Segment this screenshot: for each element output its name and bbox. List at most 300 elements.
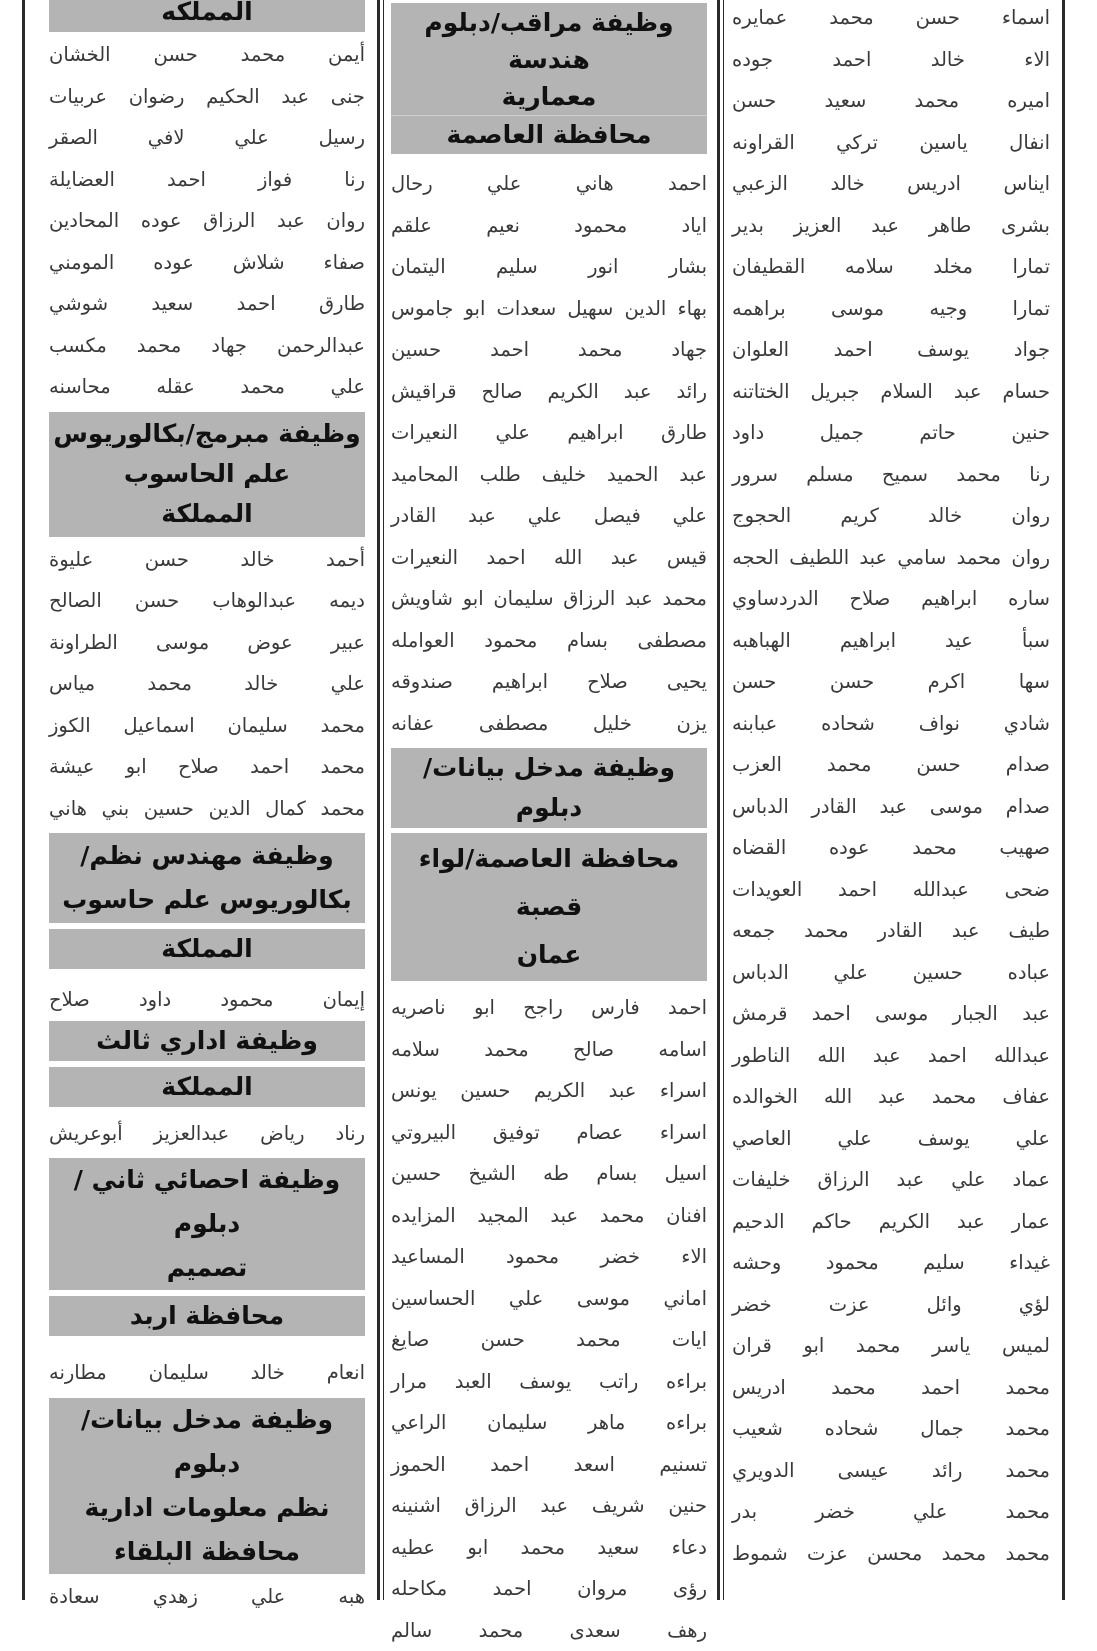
name-row [732,1118,1050,1160]
name-part: جهاد [211,325,247,367]
name-part: جنى [331,76,365,118]
name-part: صدام [1006,786,1050,828]
name-part: الرزاق [203,200,255,242]
name-row [391,1361,707,1403]
name-part: سعدات [497,288,557,330]
name-part: محمد [915,80,960,122]
name-part: اسماء [1002,0,1050,39]
name-part: شموط [732,1533,788,1575]
name-part: حسن [732,80,776,122]
name-row [732,537,1050,579]
name-part: اسراء [660,1112,707,1154]
name-part: احمد [237,283,276,325]
name-part: العضايلة [49,159,115,201]
name-part: محمد [827,744,872,786]
name-part: شاويش [391,578,453,620]
name-part: ساره [1008,578,1050,620]
section-header [49,1158,365,1290]
name-part: محمد [484,1029,529,1071]
name-row [391,1444,707,1486]
name-part: صايغ [391,1319,429,1361]
name-row [391,288,707,330]
name-part: عمايره [732,0,787,39]
name-row [49,283,365,325]
name-part: خضر [732,1284,772,1326]
name-part: كمال [265,788,306,830]
header-line: المملكة [49,929,365,969]
name-part: النعيرات [391,412,458,454]
name-part: الرزاق [465,1485,517,1527]
name-part: محمد [942,1533,987,1575]
name-part: مصطفى [479,703,548,745]
name-part: لافي [148,117,185,159]
name-part: علي [834,952,868,994]
name-part: عزت [807,1533,848,1575]
name-row [732,205,1050,247]
name-part: توفيق [493,1112,540,1154]
name-part: خضر [815,1491,855,1533]
name-part: الحجوج [732,495,791,537]
name-row [732,703,1050,745]
name-row [732,1491,1050,1533]
name-part: الله [554,537,582,579]
name-part: كريم [840,495,878,537]
name-part: المومني [49,242,114,284]
name-part: خليف [542,454,587,496]
section-header [49,1398,365,1574]
name-part: المزايده [391,1195,456,1237]
name-row [732,1367,1050,1409]
name-part: يوسف [917,329,969,371]
name-part: محمد [956,454,1001,496]
name-row [732,1201,1050,1243]
name-row [732,620,1050,662]
section-header [49,833,365,923]
name-part: راتب [599,1361,638,1403]
name-part: موسى [930,786,983,828]
name-part: محمد [240,366,285,408]
name-part: ياسين [919,122,967,164]
name-part: قراقيش [391,371,457,413]
name-part: جميل [820,412,864,454]
name-part: سليمان [227,705,287,747]
name-part: حسين [391,1153,441,1195]
name-part: محمد [600,1195,645,1237]
name-part: رائد [677,371,708,413]
name-part: اليتمان [391,246,446,288]
name-row [49,117,365,159]
section-header [49,1296,365,1336]
name-row [732,1408,1050,1450]
header-line: محافظة العاصمة/لواء قصبة [391,835,707,931]
name-part: صلاح [178,746,219,788]
name-part: اسماعيل [123,705,194,747]
name-part: عبدالله [994,1035,1050,1077]
name-part: محمد [137,325,182,367]
name-row [732,122,1050,164]
name-part: لؤي [1019,1284,1050,1326]
name-part: حسن [145,539,189,581]
name-part: رناد [336,1113,365,1155]
name-part: عبد [540,1485,568,1527]
name-part: مكاحله [391,1568,447,1610]
name-part: الله [824,1076,852,1118]
name-part: قيس [667,537,707,579]
name-part: البيروتي [391,1112,456,1154]
name-part: اسعد [574,1444,615,1486]
name-row [391,246,707,288]
name-part: علي [673,495,707,537]
name-row [49,325,365,367]
name-part: محمد [1005,1367,1050,1409]
name-part: الدويري [732,1450,794,1492]
name-part: عليوة [49,539,93,581]
name-part: سبأ [1022,620,1050,662]
name-part: القادر [811,786,856,828]
name-part: ناصريه [391,987,446,1029]
name-part: احمد [921,1367,960,1409]
name-part: الدحيم [732,1201,785,1243]
name-part: هبه [338,1576,365,1618]
name-part: محمد [1005,1491,1050,1533]
name-part: محمد [1005,1408,1050,1450]
name-part: حسين [144,788,194,830]
name-row [732,993,1050,1035]
name-list [49,1113,365,1155]
name-row [391,1278,707,1320]
section-header [49,0,365,32]
name-part: نواف [919,703,960,745]
name-part: موسى [156,622,209,664]
name-part: انفال [1009,122,1050,164]
name-part: عبد [879,786,907,828]
name-row [49,746,365,788]
name-row [391,661,707,703]
name-list [49,979,365,1021]
name-part: حاكم [811,1201,851,1243]
name-part: الصقر [49,117,98,159]
name-part: عبد [873,1035,901,1077]
name-part: اشنينه [391,1485,441,1527]
name-part: عبد [611,537,639,579]
name-part: وحشه [732,1242,781,1284]
name-part: فواز [258,159,292,201]
name-part: اياد [682,205,707,247]
name-part: روان [1011,495,1050,537]
name-part: تمارا [1013,246,1050,288]
name-part: محمد [856,1325,901,1367]
name-part: عصام [577,1112,624,1154]
name-part: محمد [957,537,1002,579]
name-row [732,1450,1050,1492]
name-part: السلام [880,371,932,413]
name-part: الحموز [391,1444,446,1486]
name-part: يوسف [519,1361,571,1403]
name-part: شريف [592,1485,645,1527]
name-part: صالح [573,1029,614,1071]
name-part: فارس [591,987,639,1029]
name-part: علي [331,366,365,408]
name-part: العوامله [391,620,455,662]
name-part: محمد [932,1076,977,1118]
name-row [732,952,1050,994]
name-part: إيمان [323,979,365,1021]
name-row [391,1070,707,1112]
name-part: محمد [320,705,365,747]
name-part: اكرم [928,661,966,703]
name-list [49,539,365,830]
name-part: الصالح [49,580,102,622]
header-line: وظيفة مبرمج/بكالوريوس [49,414,365,454]
name-row [391,412,707,454]
name-part: احمد [167,159,206,201]
name-part: الدين [624,288,666,330]
column-rule [717,0,720,1600]
name-row [391,1610,707,1651]
name-part: رهف [667,1610,707,1651]
name-part: طارق [319,283,365,325]
name-part: هاني [49,788,87,830]
header-line: محافظة البلقاء [49,1530,365,1574]
name-part: مياس [49,663,95,705]
name-row [732,827,1050,869]
name-part: ياسر [932,1325,970,1367]
name-part: ابو [803,1325,824,1367]
name-part: اسامه [658,1029,707,1071]
name-part: عبد [609,1070,637,1112]
name-part: عيد [945,620,973,662]
header-line: بكالوريوس علم حاسوب [49,878,365,922]
name-part: يونس [391,1070,437,1112]
name-part: حنين [668,1485,707,1527]
name-row [732,246,1050,288]
name-part: عبد [859,537,887,579]
name-part: مسلم [806,454,853,496]
name-part: زهدي [153,1576,198,1618]
name-part: القطيفان [732,246,805,288]
name-part: ايات [672,1319,707,1361]
name-part: سعيد [597,1527,639,1569]
name-row [49,580,365,622]
name-part: ادريس [732,1367,786,1409]
name-part: علي [234,117,268,159]
name-part: رحال [391,163,433,205]
name-part: أبوعريش [49,1113,123,1155]
name-part: عبد [954,371,982,413]
name-part: طلب [480,454,521,496]
name-row [49,34,365,76]
name-part: سعيد [151,283,193,325]
name-row [49,159,365,201]
column-rule [377,0,380,1600]
name-part: ابراهيم [492,661,548,703]
name-part: تمارا [1013,288,1050,330]
name-part: محمود [574,205,627,247]
name-part: النعيرات [391,537,458,579]
name-part: علي [951,1159,985,1201]
name-part: شحاده [821,703,875,745]
name-part: شعيب [732,1408,783,1450]
name-part: حسن [830,661,874,703]
name-part: اماني [664,1278,708,1320]
name-part: محمود [506,1236,559,1278]
name-part: حسن [481,1319,525,1361]
name-part: صالح [482,371,523,413]
name-part: العلوان [732,329,789,371]
name-part: علي [487,163,521,205]
name-part: محمد [320,788,365,830]
name-part: احمد [928,1035,967,1077]
name-part: افنان [666,1195,707,1237]
name-part: الدباس [732,952,789,994]
name-part: شادي [1004,703,1050,745]
name-part: مروان [577,1568,627,1610]
name-part: مكسب [49,325,107,367]
name-part: عبد [952,910,980,952]
name-row [732,1159,1050,1201]
name-row [49,622,365,664]
header-line: وظيفة مدخل بيانات/دبلوم [49,1398,365,1486]
header-line: المملكه [49,0,365,32]
name-part: سلامه [845,246,894,288]
section-header [49,1067,365,1107]
name-part: هاني [576,163,614,205]
name-part: صندوقه [391,661,453,703]
name-part: محمد [829,0,874,39]
name-part: اللطيف [789,537,849,579]
name-part: تركي [836,122,878,164]
name-part: الاء [681,1236,707,1278]
name-part: اميره [1007,80,1050,122]
name-part: محمود [484,620,537,662]
name-part: جمال [920,1408,963,1450]
name-part: عمار [1012,1201,1050,1243]
name-part: ابو [463,578,484,620]
name-part: صفاء [323,242,365,284]
name-part: خالد [928,495,962,537]
name-part: عيشة [49,746,94,788]
name-part: شوشي [49,283,108,325]
name-list [49,34,365,408]
name-part: حسن [916,744,960,786]
name-row [732,1242,1050,1284]
name-part: جبريل [811,371,860,413]
name-part: انعام [327,1352,365,1394]
name-part: عوده [141,200,182,242]
name-part: علي [251,1576,285,1618]
name-part: عبد [281,76,309,118]
name-row [49,705,365,747]
name-part: أحمد [326,539,365,581]
name-part: ابراهيم [567,412,623,454]
name-part: سالم [391,1610,432,1651]
name-part: الاء [1024,39,1050,81]
name-part: طارق [661,412,707,454]
name-part: محمود [826,1242,879,1284]
name-part: براهمه [732,288,786,330]
name-part: ضحى [1005,869,1050,911]
name-part: عبد [625,578,653,620]
name-part: القضاه [732,827,786,869]
name-part: موسى [831,288,884,330]
name-row [49,242,365,284]
name-part: رضوان [129,76,185,118]
name-part: طاهر [929,205,972,247]
name-part: انور [588,246,618,288]
name-row [732,1076,1050,1118]
name-part: سلامه [391,1029,440,1071]
name-row [49,539,365,581]
name-part: سليم [496,246,538,288]
name-part: محمد [479,1610,524,1651]
name-part: الرزاق [818,1159,870,1201]
name-part: عوض [247,622,292,664]
name-row [732,163,1050,205]
name-row [49,1576,365,1618]
name-part: محمد [831,1367,876,1409]
name-row [391,495,707,537]
name-part: بني [102,788,130,830]
header-line: وظيفة اداري ثالث [49,1021,365,1061]
name-list [49,1576,365,1618]
name-part: حسين [391,329,441,371]
name-row [391,329,707,371]
name-row [391,1485,707,1527]
name-part: حنين [1011,412,1050,454]
name-part: القادر [878,910,923,952]
name-part: احمد [490,329,529,371]
name-part: الناطور [732,1035,790,1077]
name-part: احمد [668,987,707,1029]
name-part: براءه [666,1402,707,1444]
column-rule [723,0,724,1600]
name-part: بشار [669,246,707,288]
name-part: احمد [487,537,526,579]
name-row [391,1527,707,1569]
name-part: جواد [1014,329,1050,371]
header-line: المملكة [49,1067,365,1107]
name-part: فيصل [594,495,641,537]
name-part: شحاده [825,1408,879,1450]
name-part: عبير [331,622,365,664]
name-part: حاتم [919,412,955,454]
name-part: عربيات [49,76,107,118]
name-part: جهاد [671,329,707,371]
name-list [391,987,707,1651]
name-row [732,1325,1050,1367]
name-row [391,1319,707,1361]
name-part: محمد [1005,1450,1050,1492]
name-part: محمد [241,34,286,76]
name-part: عفاف [1002,1076,1050,1118]
name-part: محمد [1005,1533,1050,1575]
name-row [732,329,1050,371]
name-row [49,76,365,118]
name-part: مخلد [933,246,973,288]
name-part: لميس [1002,1325,1050,1367]
name-part: الحميد [607,454,658,496]
name-part: حسام [1003,371,1050,413]
name-part: مرار [391,1361,427,1403]
name-part: مصطفى [638,620,707,662]
section-header [49,1021,365,1061]
name-part: عبد [878,1076,906,1118]
name-part: الشيخ [469,1153,516,1195]
name-part: حسن [135,580,179,622]
name-part: سها [1019,661,1050,703]
column-left [49,0,365,1617]
name-part: سعادة [49,1576,100,1618]
